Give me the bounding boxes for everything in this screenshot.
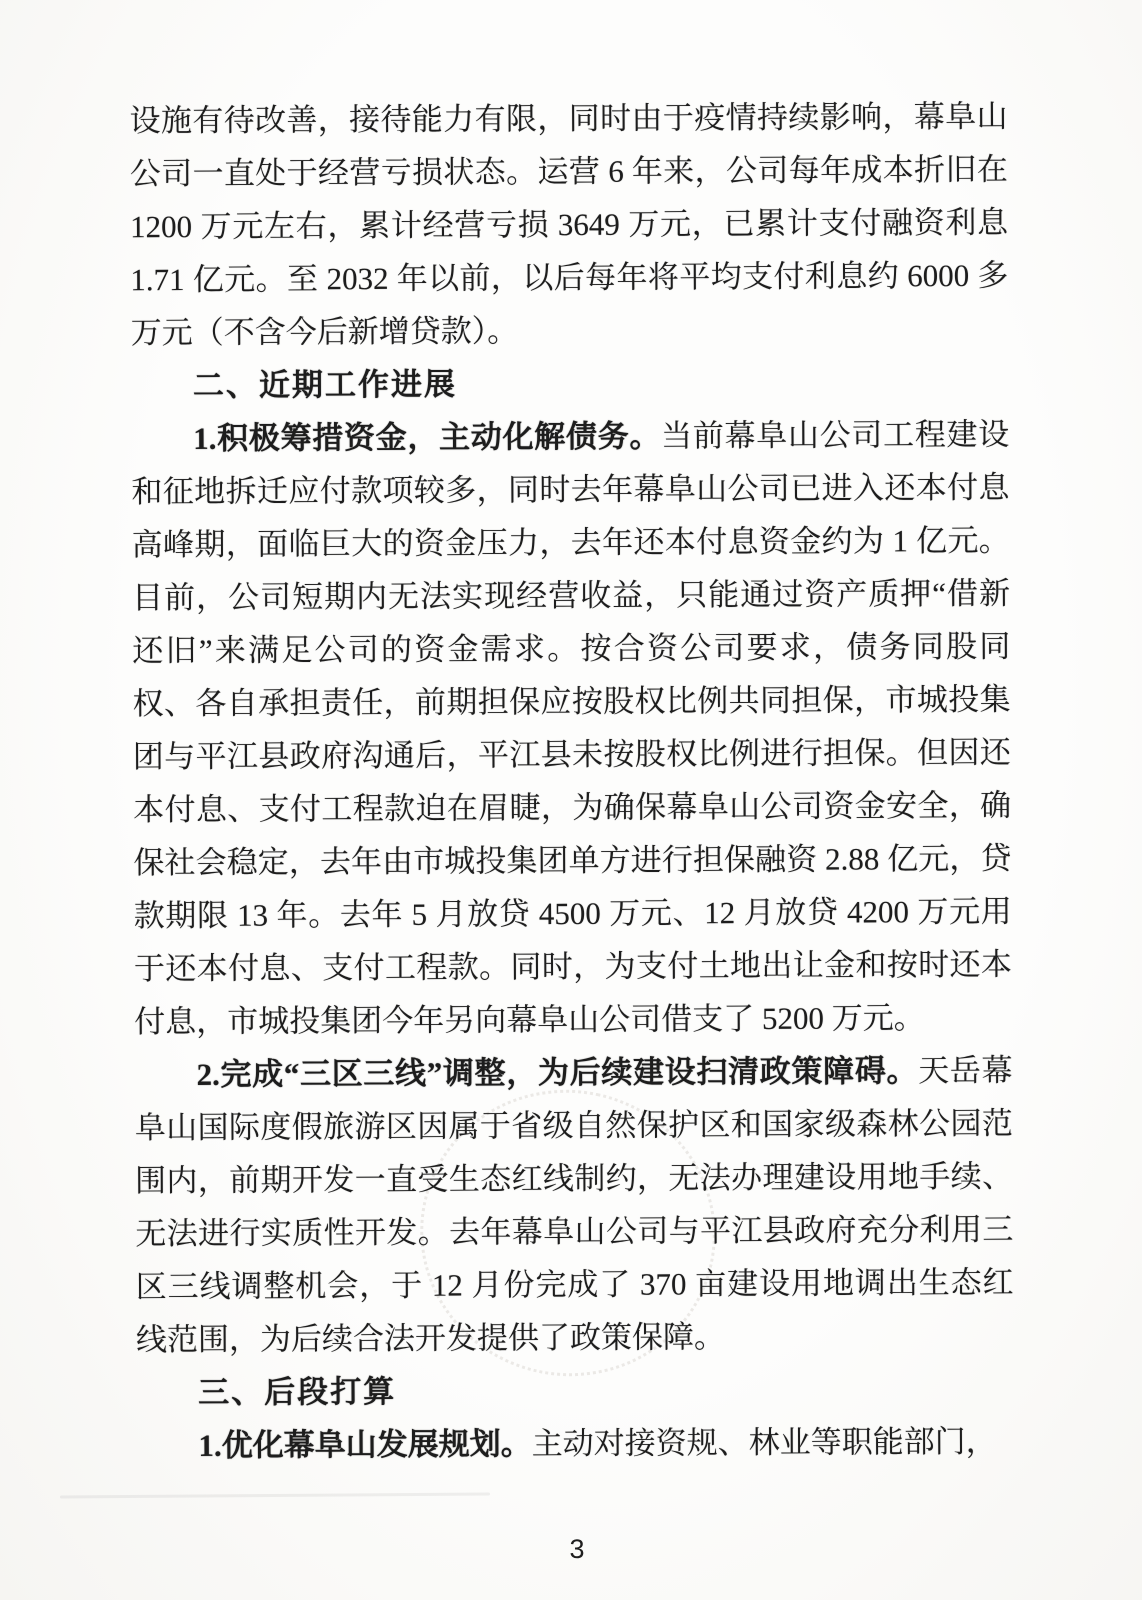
paragraph xyxy=(131,408,1012,1049)
document-body xyxy=(129,90,1014,1473)
paragraph xyxy=(134,1044,1014,1367)
bold-text-run: 2.完成“三区三线”调整，为后续建设扫清政策障碍。 xyxy=(196,1053,919,1092)
bold-text-run: 三、后段打算 xyxy=(198,1373,397,1410)
text-run: 当前幕阜山公司工程建设和征地拆迁应付款项较多，同时去年幕阜山公司已进入还本付息高峰期，面临巨大的资金压力，去年还本付息资金约为 1 亿元。目前，公司短期内无法实现经营收益，只能通过资产质押“借新还旧”来满足公司的资金需求。按合资公司要求，债务同股同权、各自承担责任，前期担保应按股权比例共同担保，市城投集团与平江县政府沟通后，平江县未按股权比例进行担保。但因还本付息、支付工程款迫在眉睫，为确保幕阜山公司资金安全，确保社会稳定，去年由市城投集团单方进行担保融资 2.88 亿元，贷款期限 13 年。去年 5 月放贷 4500 万元、12 月放贷 4200 万元用于还本付息、支付工程款。同时，为支付土地出让金和按时还本付息，市城投集团今年另向幕阜山公司借支了 5200 万元。 xyxy=(131,416,1013,1040)
bold-text-run: 1.优化幕阜山发展规划。 xyxy=(198,1426,532,1463)
scan-smudge-artifact xyxy=(60,1492,490,1498)
bold-text-run: 1.积极筹措资金，主动化解债务。 xyxy=(193,418,662,456)
text-run: 主动对接资规、林业等职能部门， xyxy=(531,1423,997,1462)
section-heading xyxy=(131,355,1009,413)
section-heading xyxy=(136,1362,1014,1420)
bold-text-run: 二、近期工作进展 xyxy=(192,366,458,403)
page-number: 3 xyxy=(569,1534,585,1564)
text-run: 设施有待改善，接待能力有限，同时由于疫情持续影响，幕阜山公司一直处于经营亏损状态。运营 6 年来，公司每年成本折旧在 1200 万元左右，累计经营亏损 3649 万元，已累计支付融资利息 1.71 亿元。至 2032 年以前，以后每年将平均支付利息约 6000 多万元（不含今后新增贷款）。 xyxy=(129,98,1009,351)
paragraph xyxy=(129,90,1008,360)
text-run: 天岳幕阜山国际度假旅游区因属于省级自然保护区和国家级森林公园范围内，前期开发一直受生态红线制约，无法办理建设用地手续、无法进行实质性开发。去年幕阜山公司与平江县政府充分利用三区三线调整机会，于 12 月份完成了 370 亩建设用地调出生态红线范围，为后续合法开发提供了政策保障。 xyxy=(134,1052,1014,1358)
paragraph xyxy=(136,1415,1014,1473)
